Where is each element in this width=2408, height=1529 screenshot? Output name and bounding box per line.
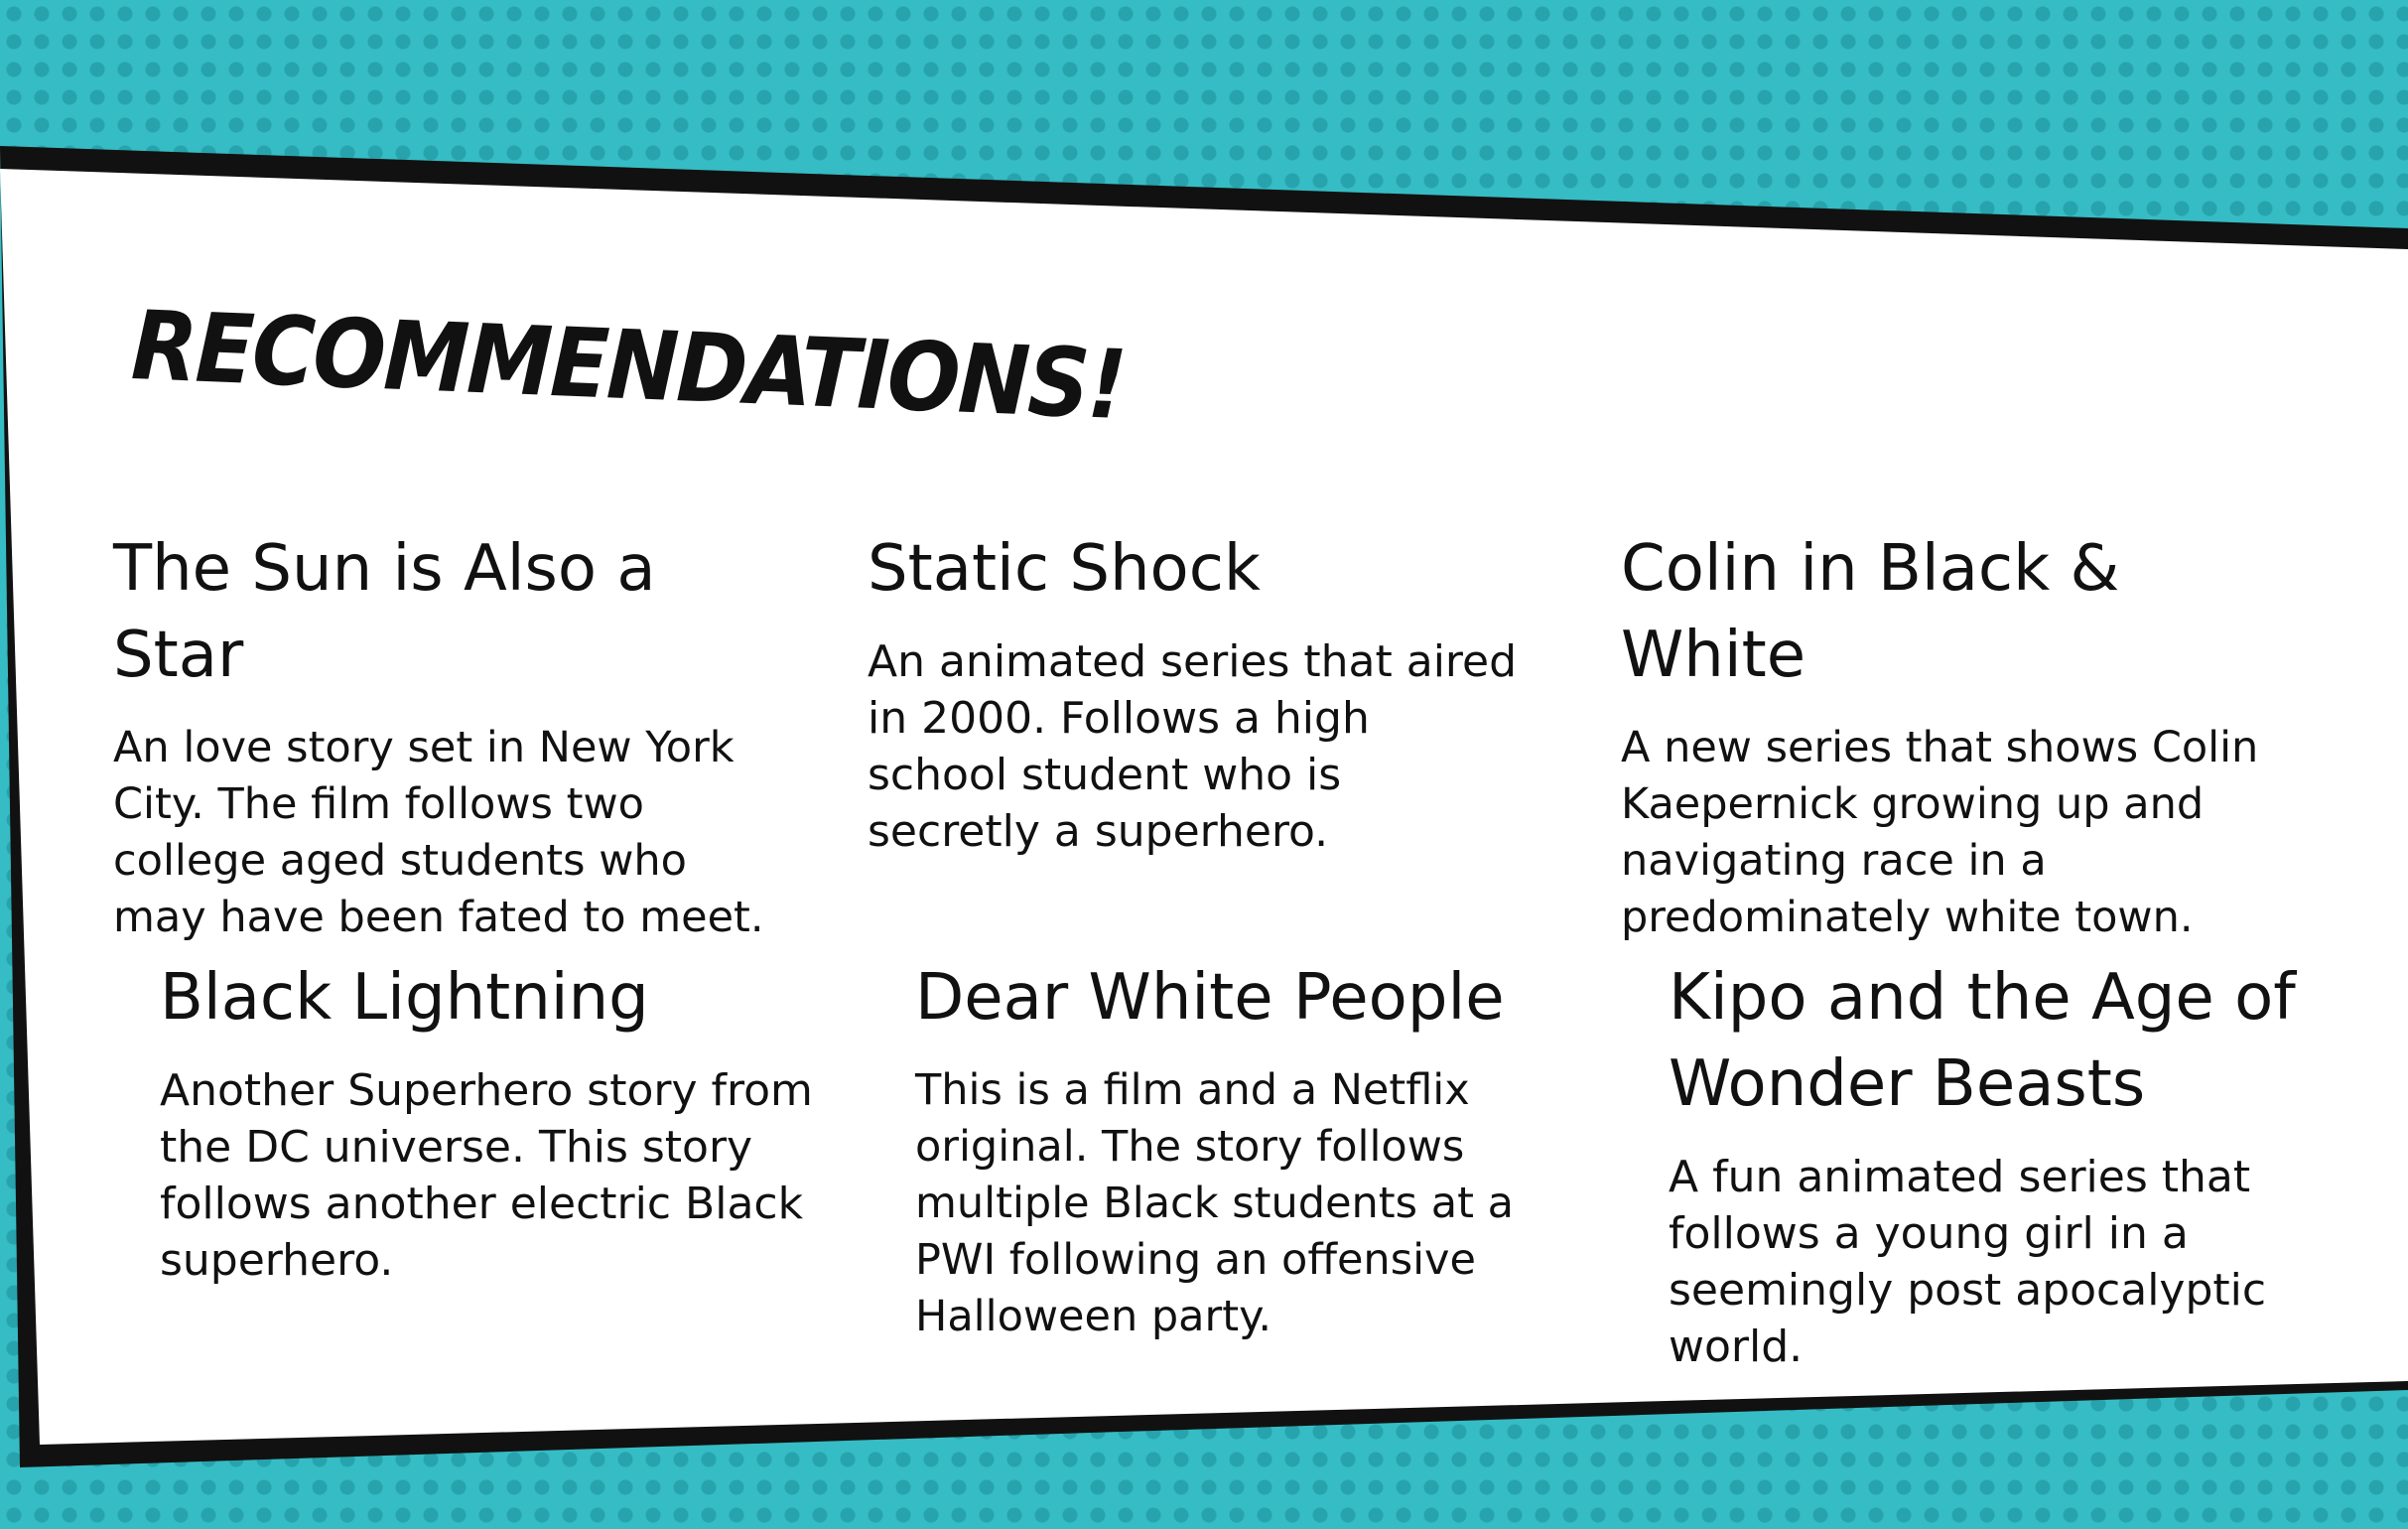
recommendation-card: [1621, 526, 2316, 946]
recommendation-card: [160, 955, 835, 1289]
recommendation-card: [1669, 955, 2363, 1375]
recommendation-title: Kipo and the Age of Wonder Beasts: [1669, 961, 2296, 1121]
recommendation-title: Black Lightning: [160, 961, 649, 1035]
recommendation-description: A fun animated series that follows a young girl in a seemingly post apocalyptic world.: [1669, 1152, 2267, 1372]
recommendation-title: Dear White People: [915, 961, 1505, 1035]
recommendation-title: Static Shock: [868, 532, 1261, 606]
recommendation-description: This is a film and a Netflix original. The story follows multiple Black students at a PWI following an offensive Halloween party.: [915, 1065, 1514, 1341]
recommendation-description: An love story set in New York City. The film follows two college aged students who may have been fated to meet.: [113, 723, 764, 942]
recommendation-description: Another Superhero story from the DC universe. This story follows another electric Black superhero.: [160, 1065, 813, 1286]
recommendation-card: [868, 526, 1523, 860]
recommendation-description: An animated series that aired in 2000. Follows a high school student who is secretly a superhero.: [868, 636, 1518, 857]
recommendation-description: A new series that shows Colin Kaepernick growing up and navigating race in a predominately white town.: [1621, 723, 2259, 942]
recommendation-title: The Sun is Also a Star: [113, 532, 656, 692]
recommendation-title: Colin in Black & White: [1621, 532, 2120, 692]
page-title: RECOMMENDATIONS!: [129, 290, 1128, 442]
recommendation-card: [915, 955, 1590, 1345]
recommendation-card: [113, 526, 768, 946]
